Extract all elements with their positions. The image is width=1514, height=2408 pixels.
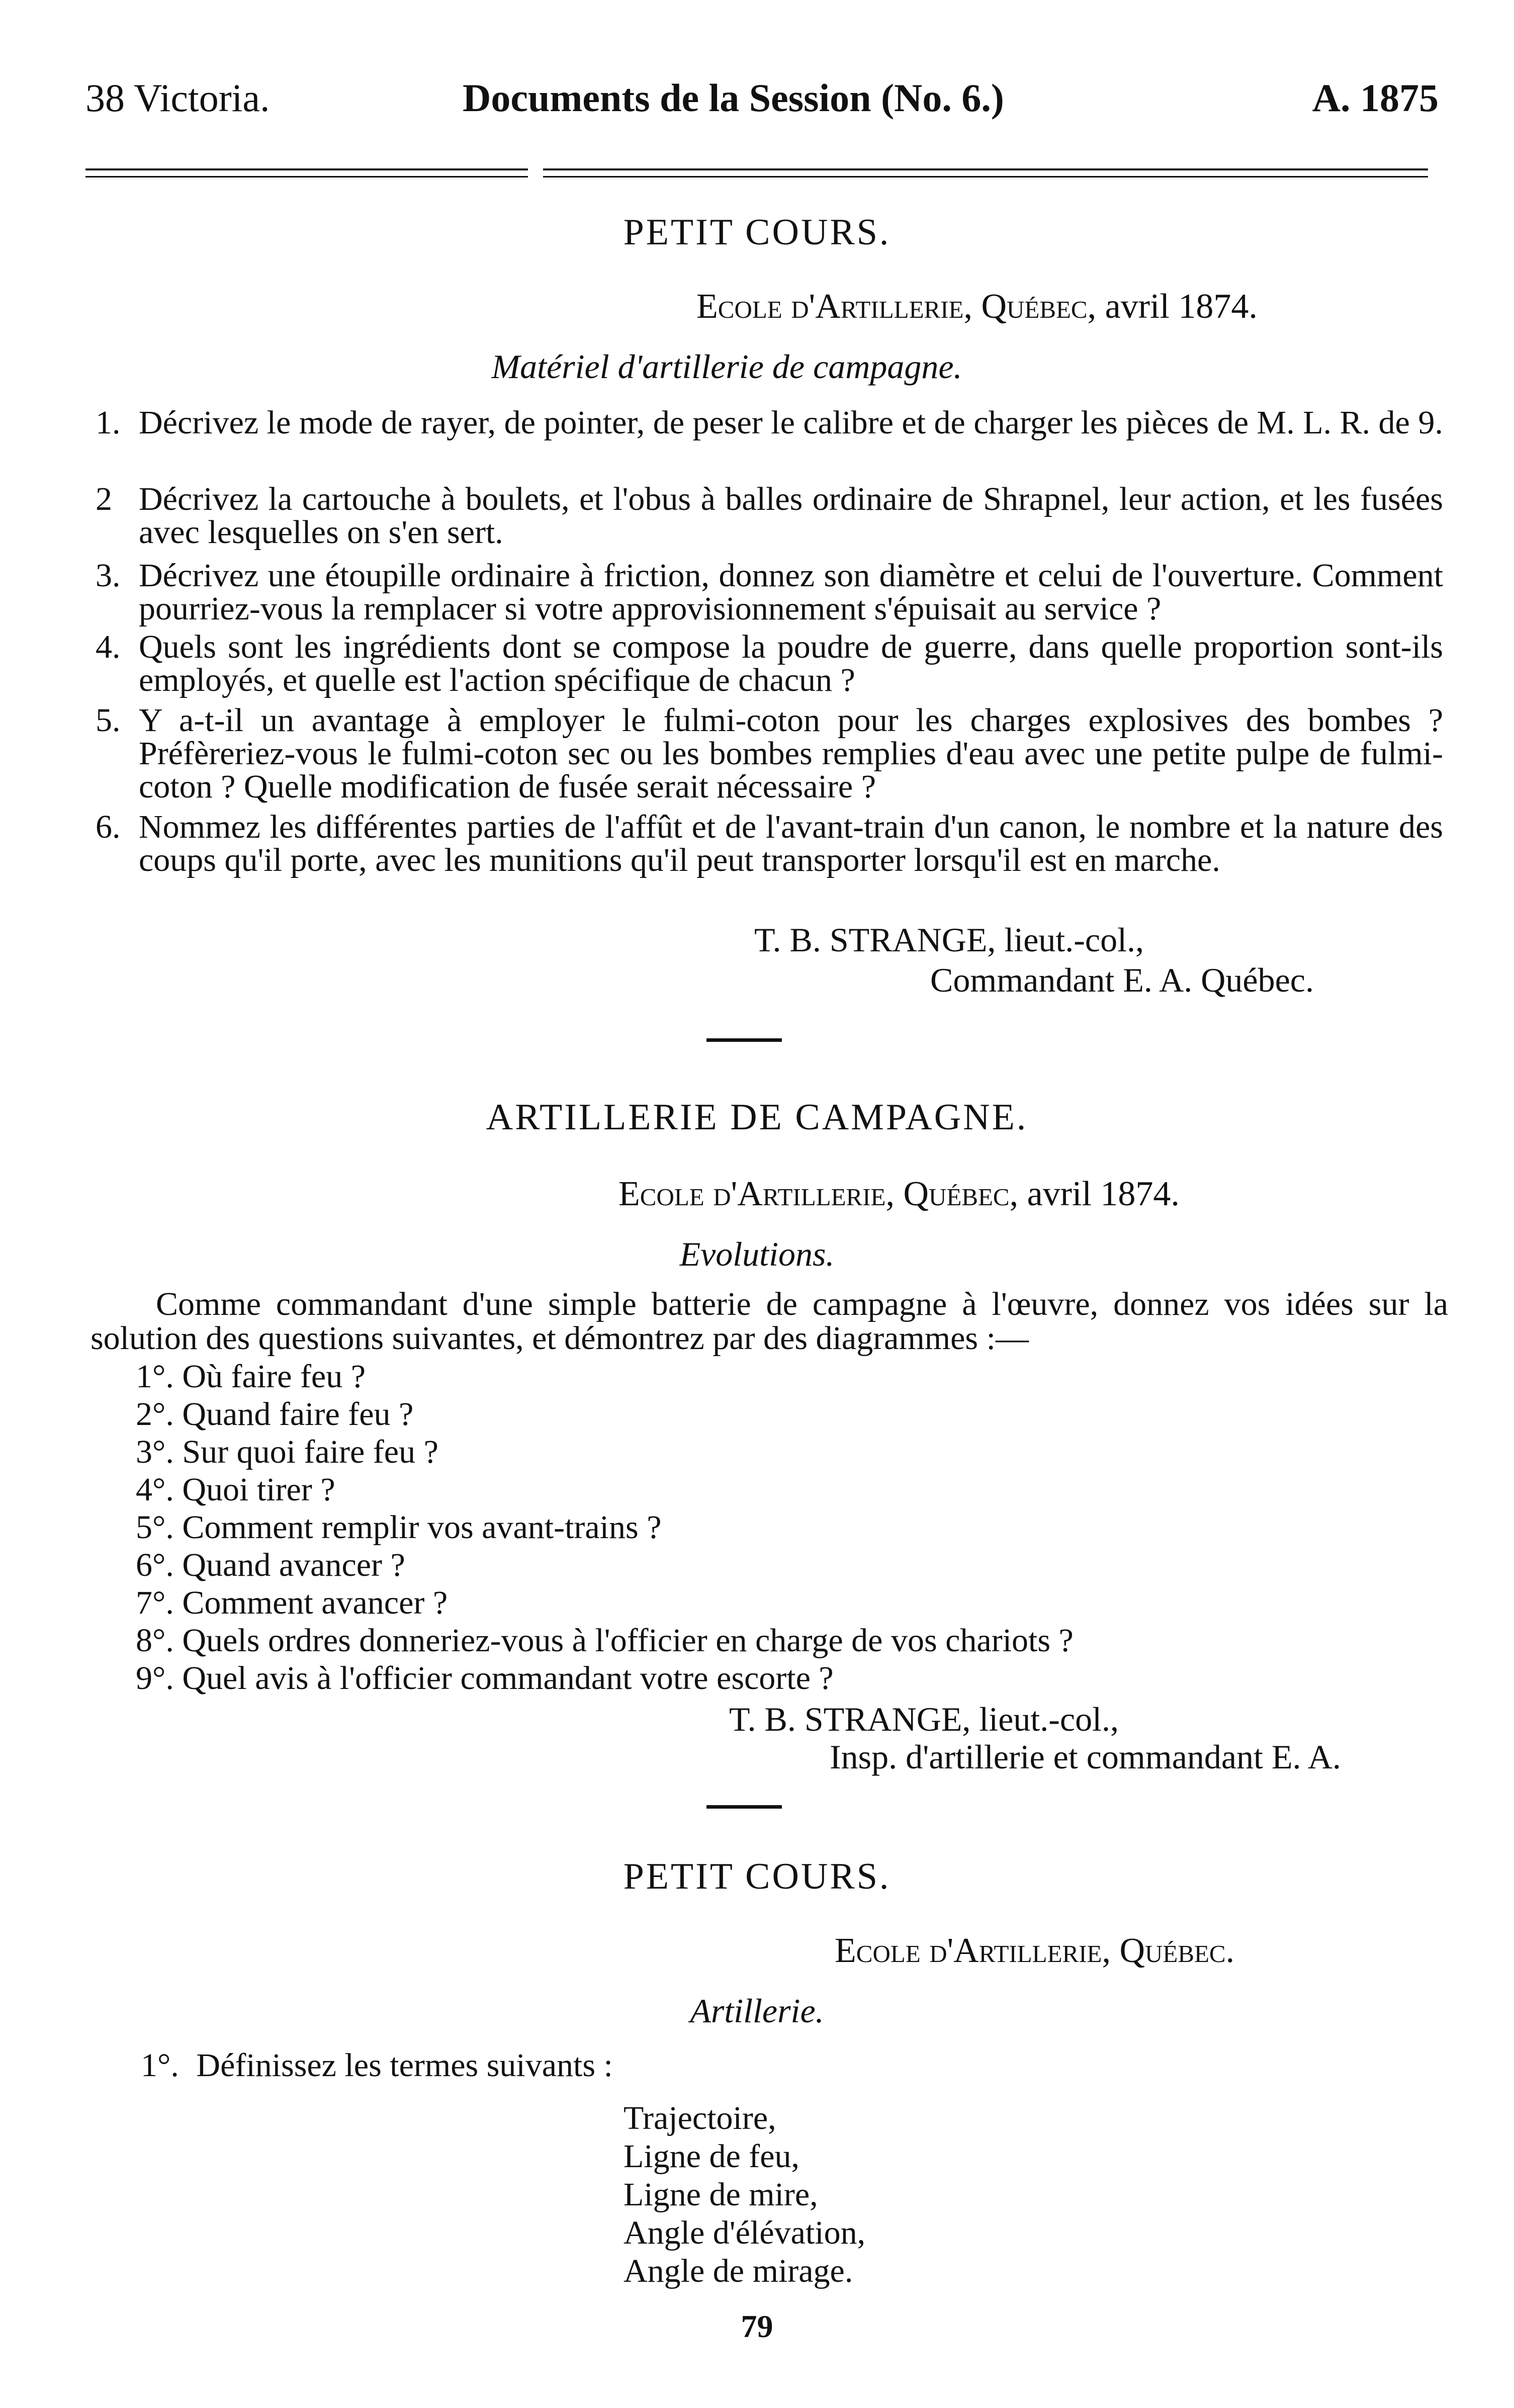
section1-item-4 [96,631,1443,697]
section2-title: ARTILLERIE DE CAMPAGNE. [486,1097,1028,1138]
section1-place: Ecole d'Artillerie, Québec, [696,287,1097,326]
term-item: Angle d'élévation, [624,2214,866,2251]
item-text: Décrivez une étoupille ordinaire à friction, donnez son diamètre et celui de l'ouverture. Comment pourriez-vous la remplacer si votre approvisionnement s'épuisait au service ? [139,557,1443,627]
section1-item-3 [96,559,1443,626]
section1-item-6 [96,811,1443,877]
header-left: 38 Victoria. [85,76,270,120]
item-number: 1°. [141,2047,179,2084]
question-item: 4°. Quoi tirer ? [136,1471,335,1508]
header-right: A. 1875 [1312,76,1439,120]
question-item: 2°. Quand faire feu ? [136,1396,414,1433]
item-number: 2 [96,481,112,517]
item-text: Décrivez le mode de rayer, de pointer, de peser le calibre et de charger les pièces de M. L. R. de 9. [139,404,1443,441]
item-text: Définissez les termes suivants : [196,2047,613,2084]
item-text: Y a-t-il un avantage à employer le fulmi-coton pour les charges explosives des bombes ? Préfèreriez-vous le fulmi-coton sec ou les bombes remplies d'eau avec une petite pulpe de fulmi-coton ? Quelle modification de fusée serait nécessaire ? [139,702,1443,805]
question-item: 1°. Où faire feu ? [136,1358,366,1395]
section3-item [141,2046,613,2085]
section1-item-1 [96,406,1443,439]
section3-title: PETIT COURS. [623,1856,891,1897]
section1-item-5 [96,704,1443,804]
term-item: Trajectoire, [624,2100,776,2136]
item-number: 6. [96,809,121,845]
item-number: 4. [96,629,121,665]
section2-signature-name: T. B. STRANGE, lieut.-col., [729,1700,1119,1738]
section2-date: avril 1874. [1027,1175,1180,1213]
section2-place: Ecole d'Artillerie, Québec, [618,1175,1019,1213]
section1-subtitle: Matériel d'artillerie de campagne. [491,347,962,386]
section2-intro: Comme commandant d'une simple batterie de campagne à l'œuvre, donnez vos idées sur la solution des questions suivantes, et démontrez par des diagrammes :— [91,1286,1448,1357]
header-rule-right [543,168,1428,170]
item-text: Nommez les différentes parties de l'affût et de l'avant-train d'un canon, le nombre et la nature des coups qu'il porte, avec les munitions qu'il peut transporter lorsqu'il est en marche. [139,809,1443,878]
question-item: 9°. Quel avis à l'officier commandant votre escorte ? [136,1660,834,1697]
question-item: 6°. Quand avancer ? [136,1547,405,1583]
header-rule-left [85,168,528,170]
section1-signature-name: T. B. STRANGE, lieut.-col., [754,921,1144,959]
item-text: Décrivez la cartouche à boulets, et l'obus à balles ordinaire de Shrapnel, leur action, et les fusées avec lesquelles on s'en sert. [139,481,1443,551]
item-number: 3. [96,557,121,594]
section-separator [706,1038,782,1042]
section1-signature-title: Commandant E. A. Québec. [930,961,1314,999]
section2-place-line [618,1174,1180,1214]
header-rule-right-2 [543,176,1428,177]
question-item: 8°. Quels ordres donneriez-vous à l'officier en charge de vos chariots ? [136,1622,1074,1659]
item-text: Quels sont les ingrédients dont se compose la poudre de guerre, dans quelle proportion sont-ils employés, et quelle est l'action spécifique de chacun ? [139,629,1443,698]
item-number: 5. [96,702,121,739]
section1-place-line [696,287,1258,327]
item-number: 1. [96,404,121,441]
header-center: Documents de la Session (No. 6.) [463,76,1004,120]
section2-subtitle: Evolutions. [679,1235,835,1273]
section2-questions [136,1358,1074,1697]
page-number: 79 [741,2308,773,2344]
section3-subtitle: Artillerie. [690,1992,824,2030]
section1-date: avril 1874. [1105,287,1258,326]
section3-place: Ecole d'Artillerie, Québec. [835,1931,1235,1970]
section-separator [706,1805,782,1809]
section2-signature-title: Insp. d'artillerie et commandant E. A. [830,1738,1341,1776]
question-item: 7°. Comment avancer ? [136,1584,448,1621]
term-item: Angle de mirage. [624,2253,853,2289]
question-item: 5°. Comment remplir vos avant-trains ? [136,1509,662,1546]
question-item: 3°. Sur quoi faire feu ? [136,1434,438,1470]
section3-terms [624,2099,865,2290]
section1-item-2 [96,483,1443,549]
term-item: Ligne de feu, [624,2138,800,2175]
term-item: Ligne de mire, [624,2176,818,2213]
section1-title: PETIT COURS. [623,212,891,253]
header-rule-left-2 [85,176,528,177]
